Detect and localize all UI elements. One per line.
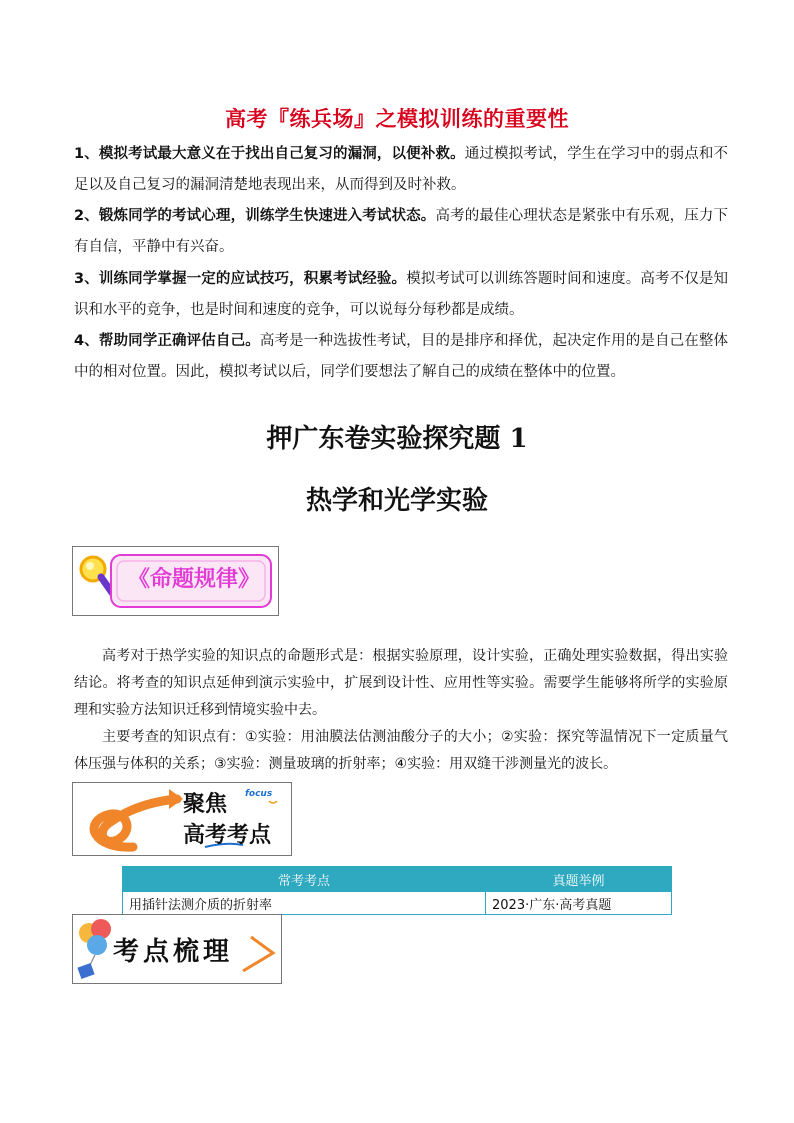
section-subtitle: 热学和光学实验 xyxy=(305,486,488,516)
intro-paragraph-2: 主要考查的知识点有：①实验：用油膜法估测油酸分子的大小；②实验：探究等温情况下一定质量气体压强与体积的关系；③实验：测量玻璃的折射率；④实验：用双缝干涉测量光的波长。 xyxy=(74,729,728,772)
table-cell: 2023·广东·高考真题 xyxy=(486,892,672,915)
rule-badge xyxy=(72,546,279,616)
exam-point-table xyxy=(122,866,672,915)
table-cell: 用插针法测介质的折射率 xyxy=(123,892,486,915)
intro-paragraph-1: 高考对于热学实验的知识点的命题形式是：根据实验原理，设计实验，正确处理实验数据，得出实验结论。将考查的知识点延伸到演示实验中，扩展到设计性、应用性等实验。需要学生能够将所学的实验原理和实验方法知识迁移到情境实验中去。 xyxy=(74,648,728,718)
point-1-bold: 1、模拟考试最大意义在于找出自己复习的漏洞，以便补救。 xyxy=(74,146,465,162)
point-3-bold: 3、训练同学掌握一定的应试技巧，积累考试经验。 xyxy=(74,271,407,287)
review-badge-label: 考点梳理 xyxy=(113,937,234,967)
table-header-cell: 真题举例 xyxy=(486,867,672,892)
table-header-cell: 常考考点 xyxy=(123,867,486,892)
point-4-bold: 4、帮助同学正确评估自己。 xyxy=(74,333,260,349)
point-2-text: 高考的最佳心理状态是紧张中有乐观，压力下有自信，平静中有兴奋。 xyxy=(74,208,729,255)
focus-badge-small: focus xyxy=(245,789,273,799)
point-2-bold: 2、锻炼同学的考试心理，训练学生快速进入考试状态。 xyxy=(74,208,436,224)
review-badge xyxy=(72,914,282,984)
table-row xyxy=(123,892,672,915)
point-3-text: 模拟考试可以训练答题时间和速度。高考不仅是知识和水平的竞争，也是时间和速度的竞争，可以说每分每秒都是成绩。 xyxy=(74,271,729,318)
importance-point-2 xyxy=(74,201,728,263)
importance-title: 高考『练兵场』之模拟训练的重要性 xyxy=(225,107,569,131)
importance-point-4 xyxy=(74,326,728,388)
focus-badge xyxy=(72,782,292,856)
point-1-text: 通过模拟考试，学生在学习中的弱点和不足以及自己复习的漏洞清楚地表现出来，从而得到及时补救。 xyxy=(74,146,728,193)
rule-badge-label: 《命题规律》 xyxy=(127,567,260,592)
focus-badge-bottom: 高考考点 xyxy=(183,823,272,848)
focus-badge-top: 聚焦 xyxy=(183,792,228,817)
importance-point-1 xyxy=(74,139,728,201)
point-4-text: 高考是一种选拔性考试，目的是排序和择优，起决定作用的是自己在整体中的相对位置。因此，模拟考试以后，同学们要想法了解自己的成绩在整体中的位置。 xyxy=(74,333,729,380)
section-title: 押广东卷实验探究题 1 xyxy=(266,424,528,454)
importance-point-3 xyxy=(74,264,728,326)
table-header-row xyxy=(123,867,672,892)
